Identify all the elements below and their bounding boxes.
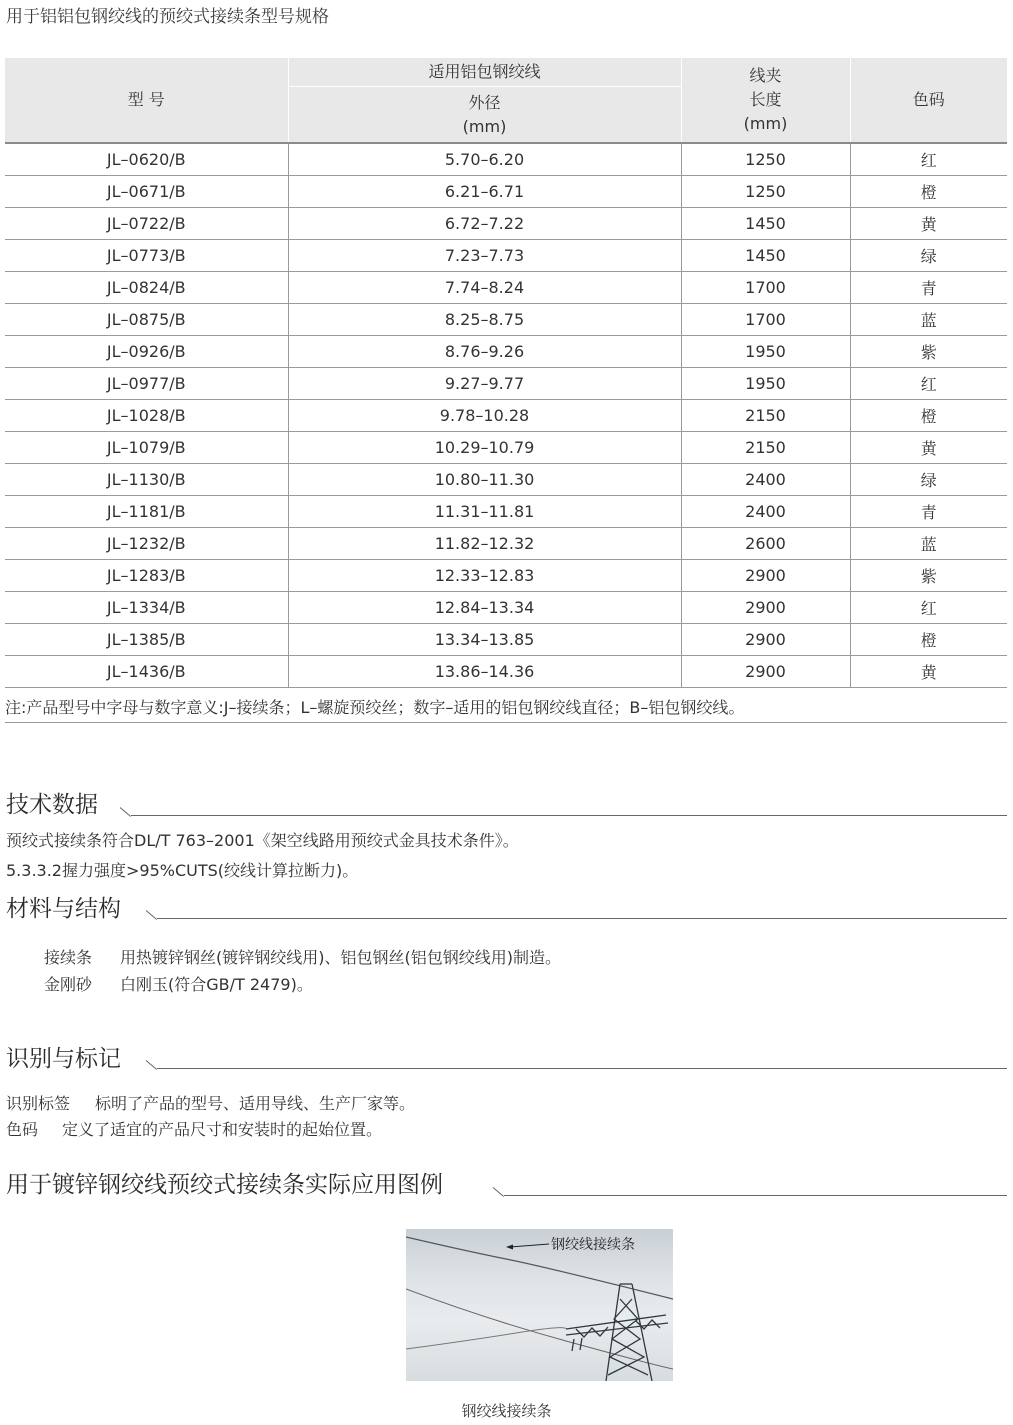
- row-color: 蓝: [850, 528, 1007, 560]
- row-color: 蓝: [850, 304, 1007, 336]
- row-diameter: 13.86–14.36: [288, 656, 681, 688]
- wire-line: [406, 1289, 673, 1369]
- row-diameter: 13.34–13.85: [288, 624, 681, 656]
- section-application-header: [6, 1170, 1007, 1204]
- row-model: JL–1028/B: [5, 400, 288, 432]
- row-model: JL–1079/B: [5, 432, 288, 464]
- row-color: 橙: [850, 400, 1007, 432]
- material-item-label: 接续条: [44, 948, 93, 967]
- tower-icon: [566, 1284, 668, 1381]
- photo-label: 钢绞线接续条: [551, 1237, 635, 1253]
- table-row: [5, 464, 1007, 496]
- row-diameter: 11.82–12.32: [288, 528, 681, 560]
- table-row: [5, 560, 1007, 592]
- header-model: 型 号: [5, 58, 288, 143]
- table-row: [5, 592, 1007, 624]
- row-model: JL–1130/B: [5, 464, 288, 496]
- section-divider-line: [157, 1068, 1007, 1069]
- row-diameter: 12.84–13.34: [288, 592, 681, 624]
- row-color: 黄: [850, 432, 1007, 464]
- row-length: 2900: [681, 624, 850, 656]
- table-row: [5, 336, 1007, 368]
- table-row: [5, 400, 1007, 432]
- section-divider-slash: [493, 1187, 504, 1197]
- table-note: 注:产品型号中字母与数字意义:J–接续条；L–螺旋预绞丝；数字–适用的铝包钢绞线直径；B–铝包钢绞线。: [5, 693, 1007, 723]
- row-diameter: 11.31–11.81: [288, 496, 681, 528]
- identify-item-label: 识别标签: [6, 1094, 71, 1113]
- identify-item-label: 色码: [6, 1120, 39, 1139]
- row-model: JL–1334/B: [5, 592, 288, 624]
- row-model: JL–0977/B: [5, 368, 288, 400]
- row-length: 1700: [681, 272, 850, 304]
- identify-item-text: 标明了产品的型号、适用导线、生产厂家等。: [95, 1094, 416, 1113]
- row-color: 红: [850, 592, 1007, 624]
- row-color: 红: [850, 368, 1007, 400]
- row-color: 紫: [850, 560, 1007, 592]
- section-divider-slash: [120, 807, 131, 817]
- row-model: JL–1181/B: [5, 496, 288, 528]
- header-diameter-label: 外径: [468, 92, 501, 112]
- header-diameter: [288, 87, 681, 144]
- header-conductor-group: 适用铝包钢绞线: [288, 58, 681, 87]
- section-material-title: 材料与结构: [6, 896, 121, 922]
- row-model: JL–1283/B: [5, 560, 288, 592]
- header-length: [681, 58, 850, 143]
- table-row: [5, 176, 1007, 208]
- material-item-text: 白刚玉(符合GB/T 2479)。: [120, 975, 313, 994]
- row-model: JL–0926/B: [5, 336, 288, 368]
- row-model: JL–0824/B: [5, 272, 288, 304]
- row-diameter: 5.70–6.20: [288, 143, 681, 176]
- row-length: 2900: [681, 560, 850, 592]
- row-diameter: 12.33–12.83: [288, 560, 681, 592]
- row-model: JL–1436/B: [5, 656, 288, 688]
- section-divider-slash: [146, 910, 157, 920]
- row-color: 黄: [850, 208, 1007, 240]
- row-length: 2900: [681, 592, 850, 624]
- row-diameter: 6.21–6.71: [288, 176, 681, 208]
- row-length: 2150: [681, 432, 850, 464]
- row-model: JL–1232/B: [5, 528, 288, 560]
- table-row: [5, 624, 1007, 656]
- row-model: JL–1385/B: [5, 624, 288, 656]
- tech-line-2: 5.3.3.2握力强度>95%CUTS(绞线计算拉断力)。: [6, 861, 359, 880]
- spec-table: [5, 58, 1007, 688]
- row-length: 2150: [681, 400, 850, 432]
- row-color: 橙: [850, 624, 1007, 656]
- row-length: 1950: [681, 368, 850, 400]
- row-diameter: 10.29–10.79: [288, 432, 681, 464]
- row-diameter: 6.72–7.22: [288, 208, 681, 240]
- tech-line-1: 预绞式接续条符合DL/T 763–2001《架空线路用预绞式金具技术条件》。: [6, 831, 519, 850]
- row-model: JL–0722/B: [5, 208, 288, 240]
- row-length: 1450: [681, 240, 850, 272]
- row-diameter: 9.27–9.77: [288, 368, 681, 400]
- section-identify-title: 识别与标记: [6, 1046, 121, 1072]
- row-length: 2900: [681, 656, 850, 688]
- header-diameter-unit: (mm): [462, 116, 507, 136]
- table-row: [5, 368, 1007, 400]
- row-color: 绿: [850, 240, 1007, 272]
- photo-caption: 钢绞线接续条: [461, 1402, 552, 1420]
- label-arrow: [510, 1244, 549, 1247]
- section-divider-line: [504, 1195, 1007, 1196]
- header-length-line1: 线夹: [749, 66, 782, 85]
- row-length: 2400: [681, 464, 850, 496]
- material-item: [44, 972, 313, 998]
- table-row: [5, 208, 1007, 240]
- section-application-title: 用于镀锌钢绞线预绞式接续条实际应用图例: [6, 1172, 443, 1198]
- section-tech-header: [6, 790, 1007, 824]
- row-color: 橙: [850, 176, 1007, 208]
- row-length: 1250: [681, 143, 850, 176]
- section-divider-line: [131, 815, 1007, 816]
- page-title: 用于铝铝包钢绞线的预绞式接续条型号规格: [6, 7, 329, 27]
- spec-table-body: [5, 143, 1007, 688]
- identify-item: [6, 1091, 415, 1117]
- row-color: 红: [850, 143, 1007, 176]
- row-color: 青: [850, 272, 1007, 304]
- row-model: JL–0773/B: [5, 240, 288, 272]
- material-item-text: 用热镀锌钢丝(镀锌钢绞线用)、铝包钢丝(铝包钢绞线用)制造。: [120, 948, 561, 967]
- section-tech-title: 技术数据: [6, 792, 98, 818]
- row-model: JL–0875/B: [5, 304, 288, 336]
- section-material-header: [6, 894, 1007, 928]
- row-diameter: 7.74–8.24: [288, 272, 681, 304]
- row-length: 1700: [681, 304, 850, 336]
- row-length: 2400: [681, 496, 850, 528]
- header-length-unit: (mm): [743, 114, 788, 133]
- table-row: [5, 432, 1007, 464]
- table-row: [5, 240, 1007, 272]
- row-color: 青: [850, 496, 1007, 528]
- identify-item-text: 定义了适宜的产品尺寸和安装时的起始位置。: [62, 1120, 383, 1139]
- row-length: 1450: [681, 208, 850, 240]
- identify-item: [6, 1117, 382, 1143]
- table-row: [5, 656, 1007, 688]
- row-length: 2600: [681, 528, 850, 560]
- row-diameter: 8.25–8.75: [288, 304, 681, 336]
- application-photo-drawing: [406, 1229, 673, 1381]
- section-divider-slash: [146, 1060, 157, 1070]
- section-identify-header: [6, 1044, 1007, 1078]
- header-length-line2: 长度: [749, 90, 782, 109]
- section-divider-line: [157, 918, 1007, 919]
- row-length: 1950: [681, 336, 850, 368]
- row-diameter: 7.23–7.73: [288, 240, 681, 272]
- application-photo: [406, 1229, 673, 1381]
- table-row: [5, 496, 1007, 528]
- row-color: 紫: [850, 336, 1007, 368]
- material-item: [44, 945, 561, 971]
- material-item-label: 金刚砂: [44, 975, 93, 994]
- row-model: JL–0620/B: [5, 143, 288, 176]
- wire-line: [406, 1328, 566, 1349]
- table-row: [5, 528, 1007, 560]
- table-row: [5, 272, 1007, 304]
- row-color: 黄: [850, 656, 1007, 688]
- row-diameter: 9.78–10.28: [288, 400, 681, 432]
- row-model: JL–0671/B: [5, 176, 288, 208]
- header-color: 色码: [850, 58, 1007, 143]
- table-row: [5, 304, 1007, 336]
- table-row: [5, 143, 1007, 176]
- row-color: 绿: [850, 464, 1007, 496]
- row-length: 1250: [681, 176, 850, 208]
- row-diameter: 10.80–11.30: [288, 464, 681, 496]
- row-diameter: 8.76–9.26: [288, 336, 681, 368]
- label-arrow-head: [506, 1245, 513, 1250]
